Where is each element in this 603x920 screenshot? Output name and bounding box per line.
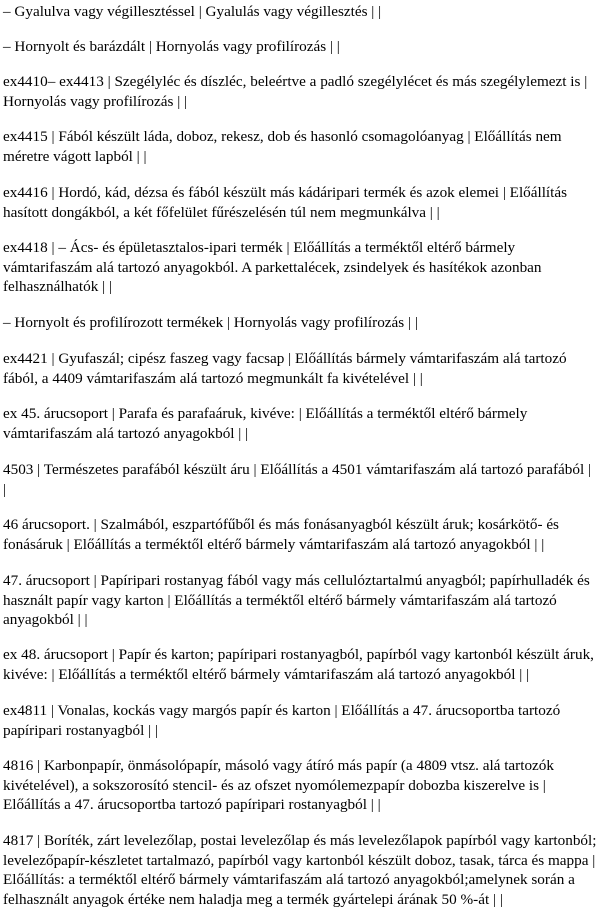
paragraph: 46 árucsoport. | Szalmából, eszpartófűből és más fonásanyagból készült áruk; kosárkötő- és fonásáruk | Előállítás a terméktől eltérő bármely vámtarifaszám alá tartozó anyagokból | | xyxy=(3,516,559,553)
paragraph: ex4421 | Gyufaszál; cipész faszeg vagy facsap | Előállítás bármely vámtarifaszám alá tartozó fából, a 4409 vámtarifaszám alá tartozó megmunkált fa kivételével | | xyxy=(3,350,567,387)
paragraph: – Hornyolt és profilírozott termékek | Hornyolás vagy profilírozás | | xyxy=(3,314,418,331)
paragraph: ex4416 | Hordó, kád, dézsa és fából készült más kádáripari termék és azok elemei | Előállítás hasított dongákból, a két főfelület fűrészelésén túl nem megmunkálva | | xyxy=(3,184,568,221)
paragraph: ex 48. árucsoport | Papír és karton; papíripari rostanyagból, papírból vagy kartonból készült áruk, kivéve: | Előállítás a terméktől eltérő bármely vámtarifaszám alá tartozó anyagokból | | xyxy=(3,646,594,683)
paragraph: 47. árucsoport | Papíripari rostanyag fából vagy más cellulóztartalmú anyagból; papírhulladék és használt papír vagy karton | Előállítás a terméktől eltérő bármely vámtarifaszám alá tartozó anyagokból | | xyxy=(3,572,590,628)
paragraph: 4817 | Boríték, zárt levelezőlap, postai levelezőlap és más levelezőlapok papírból vagy kartonból; levelezőpapír-készletet tartalmazó, papírból vagy kartonból készült doboz, tasak, tárca és mappa | Előállítás: a terméktől eltérő bármely vámtarifaszám alá tartozó anyagokból;amelynek során a felhasznált anyagok értéke nem haladja meg a termék gyártelepi árának 50 %-át | | xyxy=(3,832,597,908)
paragraph: ex4418 | – Ács- és épületasztalos-ipari termék | Előállítás a terméktől eltérő bármely vámtarifaszám alá tartozó anyagokból. A parkettalécek, zsindelyek és hasítékok azonban felhasználhatók | | xyxy=(3,239,542,295)
paragraph: – Hornyolt és barázdált | Hornyolás vagy profilírozás | | xyxy=(3,38,340,55)
paragraph: ex4410– ex4413 | Szegélyléc és díszléc, beleértve a padló szegélylécet és más szegélylemezt is | Hornyolás vagy profilírozás | | xyxy=(3,73,588,110)
paragraph: ex4811 | Vonalas, kockás vagy margós papír és karton | Előállítás a 47. árucsoportba tartozó papíripari rostanyagból | | xyxy=(3,702,561,739)
paragraph: 4503 | Természetes parafából készült áru | Előállítás a 4501 vámtarifaszám alá tartozó parafából | | xyxy=(3,461,592,498)
paragraph: ex4415 | Fából készült láda, doboz, rekesz, dob és hasonló csomagolóanyag | Előállítás nem méretre vágott lapból | | xyxy=(3,128,562,165)
paragraph: 4816 | Karbonpapír, önmásolópapír, másoló vagy átíró más papír (a 4809 vtsz. alá tartozók kivételével), a sokszorosító stencil- és az ofszet nyomólemezpapír dobozba kiszerelve is | Előállítás a 47. árucsoportba tartozó papíripari rostanyagból | | xyxy=(3,757,554,813)
paragraph: ex 45. árucsoport | Parafa és parafaáruk, kivéve: | Előállítás a terméktől eltérő bármely vámtarifaszám alá tartozó anyagokból | | xyxy=(3,405,528,442)
paragraph: – Gyalulva vagy végillesztéssel | Gyalulás vagy végillesztés | | xyxy=(3,3,382,20)
